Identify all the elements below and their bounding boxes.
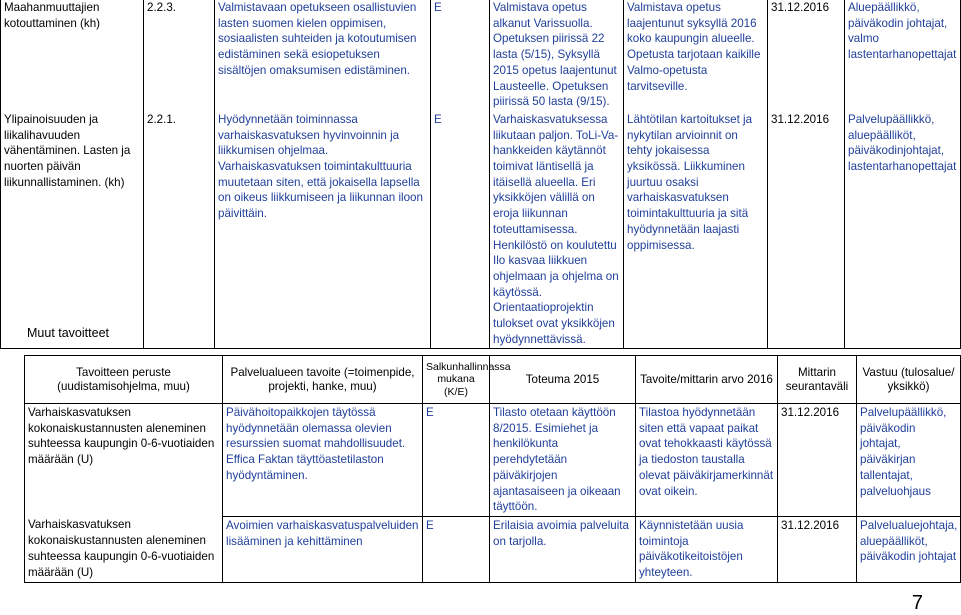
responsible-cell: Aluepäällikkö, päiväkodin johtajat, valmo lastentarhanopettajat bbox=[845, 0, 961, 111]
result-cell: Valmistava opetus alkanut Varissuolla. Opetuksen piirissä 22 lasta (5/15), Syksyllä 2015 opetus laajentunut Lausteelle. Opetuksen piirissä 50 lasta (9/15). bbox=[490, 0, 624, 111]
portfolio-cell: E bbox=[423, 404, 490, 517]
header-result: Toteuma 2015 bbox=[490, 356, 636, 404]
goal-area-cell: Maahanmuuttajien kotouttaminen (kh) bbox=[1, 0, 144, 111]
goal-area-cell: Ylipainoisuuden ja liikalihavuuden vähentäminen. Lasten ja nuorten päivän liikunnallistaminen. (kh) bbox=[1, 111, 144, 349]
responsible-cell: Palvelualuejohtaja, aluepäälliköt, päiväkodin johtajat bbox=[857, 516, 961, 582]
goal-cell: Avoimien varhaiskasvatuspalveluiden lisääminen ja kehittäminen bbox=[223, 516, 423, 582]
header-interval: Mittarin seurantaväli bbox=[778, 356, 857, 404]
header-basis: Tavoitteen peruste (uudistamisohjelma, muu) bbox=[25, 356, 223, 404]
target-cell: Käynnistetään uusia toimintoja päiväkotikeitoistöjen yhteyteen. bbox=[636, 516, 778, 582]
result-cell: Erilaisia avoimia palveluita on tarjolla. bbox=[490, 516, 636, 582]
top-row-1 bbox=[1, 0, 961, 111]
number-cell: 2.2.1. bbox=[144, 111, 215, 349]
status-cell: E bbox=[431, 0, 490, 111]
goal-cell: Päivähoitopaikkojen täytössä hyödynnetään olemassa olevien resurssien suomat mahdollisuudet. Effica Faktan täyttöastetilaston hyödyntäminen. bbox=[223, 404, 423, 517]
interval-cell: 31.12.2016 bbox=[778, 404, 857, 517]
header-portfolio: Salkunhallinnassa mukana (K/E) bbox=[423, 356, 490, 404]
table-row bbox=[25, 516, 961, 582]
interval-cell: 31.12.2016 bbox=[778, 516, 857, 582]
deadline-cell: 31.12.2016 bbox=[768, 111, 845, 349]
target-cell: Lähtötilan kartoitukset ja nykytilan arvioinnit on tehty jokaisessa yksikössä. Liikkuminen juurtuu osaksi varhaiskasvatuksen toimintakulttuuria ja sitä hyödynnetään laajasti oppimisessa. bbox=[624, 111, 768, 349]
target-cell: Tilastoa hyödynnetään siten että vapaat paikat ovat tehokkaasti käytössä ja tiedoston taustalla olevat päiväkirjamerkinnät ovat oikein. bbox=[636, 404, 778, 517]
result-cell: Varhaiskasvatuksessa liikutaan paljon. ToLi-Va- hankkeiden käytännöt toimivat läntisellä ja itäisellä alueella. Eri yksikköjen välillä on eroja liikunnan toteuttamisessa. Henkilöstö on koulutettu Ilo kasvaa liikkuen ohjelmaan ja ohjelma on käytössä. Orientaatioprojektin tulokset ovat yksikköjen hyödynnettävissä. bbox=[490, 111, 624, 349]
target-cell: Valmistava opetus laajentunut syksyllä 2016 koko kaupungin alueelle. Opetusta tarjotaan kaikille Valmo-opetusta tarvitseville. bbox=[624, 0, 768, 111]
status-cell: E bbox=[431, 111, 490, 349]
bottom-table bbox=[24, 355, 961, 583]
header-target: Tavoite/mittarin arvo 2016 bbox=[636, 356, 778, 404]
header-responsible: Vastuu (tulosalue/ yksikkö) bbox=[857, 356, 961, 404]
header-goal: Palvelualueen tavoite (=toimenpide, projekti, hanke, muu) bbox=[223, 356, 423, 404]
action-cell: Valmistavaan opetukseen osallistuvien lasten suomen kielen oppimisen, sosiaalisten suhteiden ja kotoutumisen edistäminen sekä esiopetuksen sisältöjen omaksumisen edistäminen. bbox=[215, 0, 431, 111]
basis-cell: Varhaiskasvatuksen kokonaiskustannusten aleneminen suhteessa kaupungin 0-6-vuotiaiden määrään (U) bbox=[25, 404, 223, 517]
page-number: 7 bbox=[911, 592, 923, 614]
basis-cell: Varhaiskasvatuksen kokonaiskustannusten aleneminen suhteessa kaupungin 0-6-vuotiaiden määrään (U) bbox=[25, 516, 223, 582]
table-row bbox=[25, 404, 961, 517]
section-title: Muut tavoitteet bbox=[27, 326, 109, 340]
responsible-cell: Palvelupäällikkö, aluepäälliköt, päiväkodinjohtajat, lastentarhanopettajat bbox=[845, 111, 961, 349]
top-row-2 bbox=[1, 111, 961, 349]
deadline-cell: 31.12.2016 bbox=[768, 0, 845, 111]
result-cell: Tilasto otetaan käyttöön 8/2015. Esimiehet ja henkilökunta perehdytetään päiväkirjojen ajantasaiseen ja oikeaan täyttöön. bbox=[490, 404, 636, 517]
portfolio-cell: E bbox=[423, 516, 490, 582]
header-row bbox=[25, 356, 961, 404]
responsible-cell: Palvelupäällikkö, päiväkodin johtajat, päiväkirjan tallentajat, palveluohjaus bbox=[857, 404, 961, 517]
action-cell: Hyödynnetään toiminnassa varhaiskasvatuksen hyvinvoinnin ja liikkumisen ohjelmaa. Varhaiskasvatuksen toimintakulttuuria muutetaan siten, että jokaisella lapsella on oikeus liikkumiseen ja liikunnan iloon päivittäin. bbox=[215, 111, 431, 349]
number-cell: 2.2.3. bbox=[144, 0, 215, 111]
